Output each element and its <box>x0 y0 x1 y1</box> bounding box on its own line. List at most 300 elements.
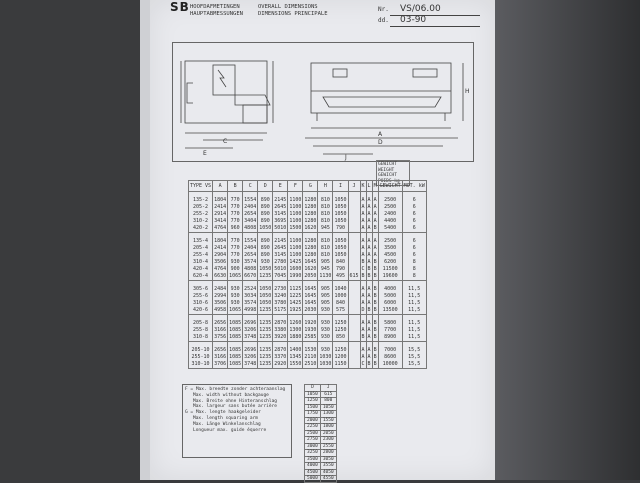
table-cell: C <box>361 361 365 367</box>
table-cell: 135-2 <box>189 197 213 204</box>
dj-cell: 2250 <box>305 424 321 431</box>
date-label: dd. <box>378 17 389 24</box>
table-cell: 1050 <box>334 218 347 224</box>
table-cell: 255-8 <box>189 327 213 334</box>
table-cell: 4000 <box>378 286 402 293</box>
table-cell: 5000 <box>378 293 402 300</box>
column-header: M <box>372 181 378 192</box>
table-cell: 135-4 <box>189 238 213 245</box>
table-cell: 1250 <box>334 327 347 333</box>
table-cell: 3145 <box>274 252 287 258</box>
table-cell: 1100 <box>289 252 302 258</box>
table-cell: B <box>373 266 377 272</box>
table-cell: 1050 <box>334 211 347 217</box>
table-cell: 5010 <box>274 225 287 231</box>
table-cell <box>348 245 360 252</box>
table-cell: A <box>367 286 371 292</box>
table-cell: 5175 <box>274 307 287 313</box>
table-cell: 11,5 <box>402 320 426 327</box>
table-cell <box>348 307 360 315</box>
company-logo: SB <box>170 0 190 14</box>
table-cell: B <box>373 225 377 231</box>
table-cell <box>348 252 360 259</box>
dj-cell: 1750 <box>305 411 321 418</box>
table-cell: A <box>361 286 365 292</box>
table-cell: 790 <box>333 266 348 273</box>
table-cell: A <box>367 252 371 258</box>
table-cell: 11,5 <box>402 293 426 300</box>
table-cell: 3380 <box>274 327 287 333</box>
table-row <box>189 334 427 342</box>
table-cell: B <box>361 334 365 340</box>
table-cell: 205-2 <box>189 204 213 211</box>
legend-line: Max. largeur sans butée arrière <box>193 404 277 410</box>
table-cell: A <box>367 334 371 340</box>
table-cell: 255-10 <box>189 354 213 361</box>
ref-label: Nr. <box>378 6 389 13</box>
table-cell <box>348 266 360 273</box>
table-cell: 8900 <box>378 334 402 342</box>
table-cell: D <box>361 307 365 313</box>
table-cell: 890 <box>258 218 273 225</box>
table-cell: A <box>367 197 371 203</box>
legend-box <box>182 384 292 458</box>
table-cell: A <box>361 293 365 299</box>
table-cell: 4500 <box>378 252 402 259</box>
table-row <box>189 347 427 354</box>
table-cell: 7000 <box>378 347 402 354</box>
dj-cell: 1250 <box>305 398 321 405</box>
table-cell: A <box>367 327 371 333</box>
table-cell: 310-6 <box>189 300 213 307</box>
table-cell: 1925 <box>289 307 302 313</box>
table-cell: 2110 <box>304 354 317 360</box>
table-cell <box>348 286 360 293</box>
table-row <box>189 218 427 225</box>
table-cell: 930 <box>258 259 273 266</box>
table-cell: 3780 <box>274 300 287 306</box>
table-cell: 3166 <box>214 354 227 360</box>
table-cell: 205-4 <box>189 245 213 252</box>
table-cell <box>348 361 360 369</box>
table-row <box>189 293 427 300</box>
table-cell: 3500 <box>378 245 402 252</box>
table-cell: 890 <box>258 252 273 259</box>
table-cell: 1554 <box>244 197 257 203</box>
table-cell: 6 <box>402 211 426 218</box>
table-cell: 790 <box>333 225 348 233</box>
dj-cell: 5000 <box>305 476 321 483</box>
table-row <box>189 300 427 307</box>
table-cell: 1100 <box>289 238 302 244</box>
table-cell: A <box>361 300 365 306</box>
table-cell: 1235 <box>259 347 272 353</box>
table-cell: 1130 <box>319 273 332 279</box>
table-cell: 4808 <box>244 225 257 231</box>
dj-cell: 615 <box>320 391 336 398</box>
table-row <box>189 245 427 252</box>
table-cell <box>348 320 360 327</box>
table-cell: 1065 <box>229 307 242 313</box>
table-cell: 1030 <box>319 361 332 367</box>
table-cell: 1920 <box>304 320 317 326</box>
dj-cell: 800 <box>320 398 336 405</box>
table-cell: 4764 <box>214 266 227 272</box>
table-cell: 19600 <box>378 273 402 281</box>
dj-cell: 4050 <box>320 469 336 476</box>
table-cell: 15,5 <box>402 354 426 361</box>
table-cell <box>348 354 360 361</box>
table-cell: 1085 <box>229 327 242 333</box>
dj-cell: 1050 <box>305 391 321 398</box>
table-cell: 1645 <box>304 300 317 306</box>
legend-line: F = Max. breedte zonder achteraanslag <box>185 387 286 392</box>
dj-cell: 3000 <box>305 443 321 450</box>
table-cell: 5800 <box>378 320 402 327</box>
table-cell: A <box>373 238 377 244</box>
column-header: C <box>243 181 258 192</box>
background-surface <box>495 0 640 480</box>
table-cell: 420-6 <box>189 307 213 315</box>
dj-cell: 1550 <box>320 417 336 424</box>
title-dutch-german <box>190 4 243 17</box>
table-cell: 1065 <box>229 273 242 279</box>
table-cell: 1100 <box>289 218 302 224</box>
table-cell: 4764 <box>214 225 227 231</box>
table-cell: 6630 <box>214 273 227 279</box>
table-cell: 1425 <box>289 300 302 306</box>
table-cell: A <box>367 211 371 217</box>
table-cell: 255-4 <box>189 252 213 259</box>
table-cell: 810 <box>318 252 333 259</box>
table-cell: 2404 <box>244 204 257 210</box>
table-cell: 2645 <box>274 245 287 251</box>
date-value: 03-90 <box>400 15 427 25</box>
table-cell: 1040 <box>334 286 347 292</box>
dj-cell: 2800 <box>320 450 336 457</box>
dj-column-header: J <box>320 385 336 392</box>
table-cell: A <box>367 354 371 360</box>
dj-row <box>305 476 337 483</box>
table-cell: B <box>373 300 377 306</box>
table-cell <box>348 218 360 225</box>
table-cell: 6670 <box>244 273 257 279</box>
table-cell: 420-4 <box>189 266 213 273</box>
table-cell: 1645 <box>304 259 317 265</box>
table-row <box>189 211 427 218</box>
table-cell: 2500 <box>378 238 402 245</box>
table-cell: 770 <box>228 204 243 211</box>
dj-cell: 2300 <box>320 437 336 444</box>
table-cell: 810 <box>318 204 333 211</box>
table-cell: 890 <box>258 204 273 211</box>
dj-cell: 4550 <box>320 476 336 483</box>
table-cell: B <box>367 266 371 272</box>
table-cell: 1620 <box>304 225 317 231</box>
title-nl: HOOFDAFMETINGEN <box>190 4 240 10</box>
dim-label-c: C <box>223 138 228 145</box>
table-cell: C <box>361 266 365 272</box>
table-cell: A <box>361 197 365 203</box>
table-cell: 3206 <box>244 327 257 333</box>
table-cell: 1645 <box>304 286 317 292</box>
table-cell: 255-6 <box>189 293 213 300</box>
dj-cell: 1300 <box>320 411 336 418</box>
table-cell: 11,5 <box>402 307 426 315</box>
table-cell: 2645 <box>274 204 287 210</box>
table-row <box>189 204 427 211</box>
table-cell: 1280 <box>304 197 317 203</box>
table-cell: 890 <box>258 211 273 218</box>
weight-de: GEWICHT <box>378 173 397 178</box>
table-cell: A <box>367 218 371 224</box>
column-header: GEWICHT <box>378 181 402 192</box>
table-cell: 930 <box>318 327 333 334</box>
table-cell: 6 <box>402 238 426 245</box>
table-cell: 1804 <box>214 197 227 203</box>
table-cell: 1100 <box>289 197 302 203</box>
table-cell: 1550 <box>289 361 302 367</box>
table-cell: 945 <box>318 225 333 233</box>
table-cell: 6 <box>402 225 426 233</box>
table-cell: 930 <box>318 307 333 315</box>
table-cell: 1200 <box>334 354 347 360</box>
table-cell: 1250 <box>334 320 347 326</box>
table-cell: 2404 <box>244 245 257 251</box>
table-cell: 1225 <box>289 293 302 299</box>
table-cell: B <box>373 354 377 360</box>
table-cell: 2500 <box>378 197 402 204</box>
table-cell: 930 <box>228 259 243 266</box>
table-cell: 1085 <box>229 334 242 340</box>
table-cell: 2994 <box>214 293 227 299</box>
table-cell: 205-8 <box>189 320 213 327</box>
table-row <box>189 238 427 245</box>
table-cell: 1100 <box>289 211 302 217</box>
table-cell: A <box>361 327 365 333</box>
dim-label-d: D <box>378 139 383 146</box>
table-cell: 1280 <box>304 252 317 258</box>
weight-nl: GEWICHT <box>378 162 397 167</box>
table-cell: 3370 <box>274 354 287 360</box>
table-cell: 1050 <box>334 204 347 210</box>
table-cell: 1050 <box>259 293 272 299</box>
column-header: J <box>348 181 360 192</box>
table-cell: 1554 <box>244 238 257 244</box>
table-cell: 5400 <box>378 225 402 233</box>
table-cell: 6000 <box>378 300 402 307</box>
table-cell: 3414 <box>214 218 227 224</box>
table-cell: 890 <box>258 197 273 204</box>
table-cell: 930 <box>318 334 333 342</box>
table-cell: B <box>373 273 377 279</box>
dimensions-table <box>188 180 427 369</box>
table-cell: 7700 <box>378 327 402 334</box>
table-cell <box>348 293 360 300</box>
table-cell: 2484 <box>214 286 227 292</box>
table-cell: 3574 <box>244 300 257 306</box>
table-cell: 905 <box>318 293 333 300</box>
table-row <box>189 225 427 233</box>
dj-cell: 4000 <box>305 463 321 470</box>
table-cell: B <box>367 273 371 279</box>
table-cell: 575 <box>333 307 348 315</box>
table-cell: 8 <box>402 273 426 281</box>
table-cell: A <box>361 225 365 231</box>
table-cell: 620-4 <box>189 273 213 281</box>
table-cell: 1930 <box>304 327 317 333</box>
dj-column-header: D <box>305 385 321 392</box>
table-cell <box>348 334 360 342</box>
table-cell: 2730 <box>274 286 287 292</box>
table-cell: A <box>367 259 371 265</box>
table-cell: 1085 <box>229 361 242 367</box>
side-view-body <box>185 61 267 123</box>
table-cell: 930 <box>318 320 333 327</box>
table-cell: 2050 <box>304 273 317 279</box>
table-cell: 3034 <box>244 293 257 299</box>
table-cell: 2656 <box>214 347 227 353</box>
table-cell: 840 <box>333 259 348 266</box>
table-cell: 1050 <box>259 286 272 292</box>
table-row <box>189 266 427 273</box>
table-cell: 1050 <box>259 300 272 306</box>
table-cell: 2145 <box>274 238 287 244</box>
table-cell: 11,5 <box>402 334 426 342</box>
table-cell: 310-8 <box>189 334 213 342</box>
table-cell: 1500 <box>289 225 302 231</box>
column-header: I <box>333 181 348 192</box>
table-cell: 1600 <box>289 266 302 272</box>
dj-cell: 1800 <box>320 424 336 431</box>
column-header: TYPE VS <box>189 181 213 192</box>
table-cell: 1000 <box>334 293 347 299</box>
table-cell: 2524 <box>244 286 257 292</box>
table-cell: 1235 <box>259 354 272 360</box>
table-cell: 810 <box>318 197 333 204</box>
table-cell: 1530 <box>304 347 317 353</box>
table-row <box>189 252 427 259</box>
table-cell: B <box>373 293 377 299</box>
column-header: B <box>228 181 243 192</box>
table-cell: A <box>367 320 371 326</box>
table-cell: 3756 <box>214 334 227 340</box>
table-cell: A <box>361 204 365 210</box>
table-cell: 1235 <box>259 334 272 340</box>
table-cell: 1235 <box>259 273 272 279</box>
table-cell: 1050 <box>334 238 347 244</box>
table-cell: 1280 <box>304 218 317 224</box>
table-cell: 3748 <box>244 334 257 340</box>
table-cell: 2585 <box>304 334 317 340</box>
table-cell: 6 <box>402 197 426 204</box>
dj-cell: 1500 <box>305 404 321 411</box>
table-cell: 6200 <box>378 259 402 266</box>
table-cell: 2870 <box>274 320 287 326</box>
table-cell: 2656 <box>214 320 227 326</box>
table-cell: A <box>361 252 365 258</box>
table-cell <box>348 327 360 334</box>
table-cell: B <box>373 286 377 292</box>
table-cell: 1050 <box>334 245 347 251</box>
table-row <box>189 259 427 266</box>
table-cell: 770 <box>228 245 243 252</box>
table-cell: 2414 <box>214 245 227 251</box>
table-cell: 11,5 <box>402 300 426 307</box>
table-cell: 6 <box>402 218 426 225</box>
dj-cell: 3550 <box>320 463 336 470</box>
table-cell: 1235 <box>259 320 272 326</box>
table-header-row <box>189 181 427 192</box>
table-cell: 10000 <box>378 361 402 369</box>
table-cell: 810 <box>318 211 333 218</box>
table-cell: A <box>361 354 365 360</box>
table-cell: 2696 <box>244 320 257 326</box>
table-cell: 2920 <box>274 361 287 367</box>
dj-cell: 4500 <box>305 469 321 476</box>
table-cell: 1050 <box>259 225 272 231</box>
table-cell: A <box>367 300 371 306</box>
legend-line: Max. Breite ohne Hinteranschlag <box>193 398 277 404</box>
table-cell: 1280 <box>304 211 317 217</box>
table-cell: 905 <box>318 286 333 293</box>
table-cell: 2400 <box>378 211 402 218</box>
table-cell: 7045 <box>274 273 287 279</box>
table-cell: 420-2 <box>189 225 213 233</box>
table-cell: 770 <box>228 218 243 225</box>
dj-cell: 1050 <box>320 404 336 411</box>
table-cell: 3506 <box>214 259 227 265</box>
table-cell: 1260 <box>289 320 302 326</box>
column-header: MOT. kW <box>402 181 426 192</box>
table-cell: 930 <box>228 300 243 307</box>
table-cell: 1880 <box>289 334 302 340</box>
dj-cell: 2550 <box>320 443 336 450</box>
table-cell: 1030 <box>319 354 332 360</box>
table-cell: 1300 <box>289 327 302 333</box>
table-cell: 305-6 <box>189 286 213 293</box>
table-cell: 3206 <box>244 354 257 360</box>
table-cell: 2654 <box>244 211 257 217</box>
title-fr: DIMENSIONS PRINCIPALE <box>258 10 328 17</box>
table-cell: 5010 <box>274 266 287 272</box>
table-cell: 4998 <box>244 307 257 313</box>
electric-hazard-symbol <box>218 70 226 87</box>
table-cell: 810 <box>318 245 333 252</box>
table-cell: 11,5 <box>402 286 426 293</box>
dj-cell: 2000 <box>305 417 321 424</box>
table-cell: 2145 <box>274 197 287 203</box>
table-cell: 15,5 <box>402 347 426 354</box>
table-row <box>189 307 427 315</box>
table-cell: A <box>367 225 371 231</box>
legend-line: Longueur max. guide équerre <box>193 427 267 433</box>
table-cell: 850 <box>333 334 348 342</box>
table-cell: 1280 <box>304 204 317 210</box>
table-cell: 310-10 <box>189 361 213 369</box>
table-cell: B <box>361 273 365 279</box>
table-cell: 2030 <box>304 307 317 313</box>
table-cell: 1125 <box>289 286 302 292</box>
table-cell: 890 <box>258 238 273 245</box>
table-cell: 3240 <box>274 293 287 299</box>
table-row <box>189 197 427 204</box>
table-cell: B <box>367 361 371 367</box>
title-en: OVERALL DIMENSIONS <box>258 4 318 10</box>
table-cell: A <box>367 245 371 251</box>
table-cell: 8 <box>402 266 426 273</box>
table-cell: 3748 <box>244 361 257 367</box>
